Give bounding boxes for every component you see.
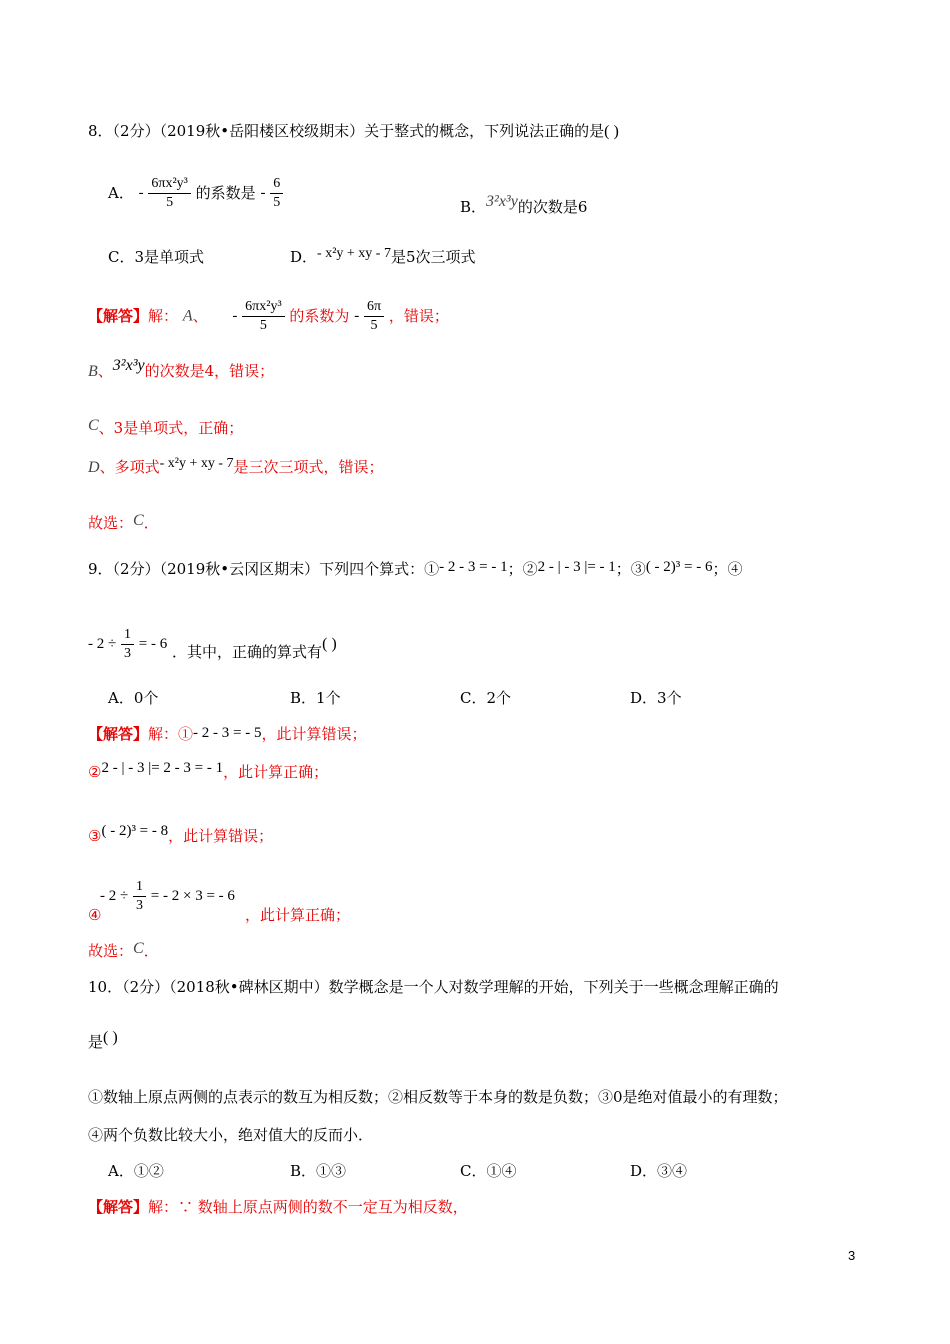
a8-a-expression: $\frac{\text{6πx²y³}}{5}$ (242, 300, 284, 333)
q9-option-a: A．0个 (108, 689, 159, 707)
a8-a-value: $\frac{6\pi}{5}$ (364, 300, 384, 333)
q8-option-a: A． - $\frac{\text{6πx²y³}}{5}$ 的系数是 - $\frac{6}{5}$ (108, 177, 283, 210)
q8-a-value: $\frac{6}{5}$ (270, 177, 283, 210)
q9-option-c: C．2个 (460, 689, 512, 707)
q8-option-d: D．- x²y + xy - 7是5次三项式 (290, 246, 476, 266)
a8-line-c: C、3是单项式，正确； (88, 417, 244, 437)
q10-stem: 10．（2分）（2018秋•碑林区期中）数学概念是一个人对数学理解的开始，下列关于一些概念理解正确的 (88, 978, 779, 996)
a9-line-1: 【解答】解：①- 2 - 3 = - 5，此计算错误； (88, 725, 367, 743)
q8-option-c: C．3是单项式 (108, 248, 205, 266)
a9-fraction: $\frac{1}{3}$ (133, 880, 146, 913)
a9-line-4-text: ，此计算正确； (245, 906, 351, 924)
a9-line-4-mark: ④ (88, 906, 102, 924)
q9-stem-cont: - 2 ÷ $\frac{1}{3}$ = - 6 ．其中，正确的算式有( ) (88, 627, 337, 661)
q8-stem: 8．（2分）（2019秋•岳阳楼区校级期末）关于整式的概念，下列说法正确的是( ) (88, 122, 619, 140)
q10-option-c: C．①④ (460, 1162, 517, 1180)
q10-option-a: A．①② (108, 1162, 164, 1180)
a8-line-b: B、3²x³y的次数是4，错误； (88, 357, 275, 380)
q9-option-d: D．3个 (630, 689, 682, 707)
q9-option-b: B．1个 (290, 689, 341, 707)
a9-conclusion: 故选：C． (88, 940, 159, 960)
q8-a-expression: $\frac{\text{6πx²y³}}{5}$ (148, 177, 190, 210)
a10-line-1: 【解答】解：∵ 数轴上原点两侧的数不一定互为相反数， (88, 1198, 468, 1216)
q9-fraction: $\frac{1}{3}$ (121, 628, 134, 661)
a8-conclusion: 故选：C． (88, 512, 159, 532)
a8-line-d: D、多项式- x²y + xy - 7是三次三项式，错误； (88, 456, 384, 476)
q9-stem: 9．（2分）（2019秋•云冈区期末）下列四个算式：①- 2 - 3 = - 1；②2 - | - 3 |= - 1；③( - 2)³ = - 6；④ (88, 559, 743, 578)
q10-statements-1: ①数轴上原点两侧的点表示的数互为相反数；②相反数等于本身的数是负数；③0是绝对值最小的有理数； (88, 1088, 788, 1106)
a8-line-a: 【解答】解： A、 - $\frac{\text{6πx²y³}}{5}$ 的系数为 - $\frac{6\pi}{5}$ ，错误； (88, 299, 449, 333)
a9-line-4-expr: - 2 ÷ $\frac{1}{3}$ = - 2 × 3 = - 6 (100, 879, 235, 913)
q10-option-d: D．③④ (630, 1162, 688, 1180)
q8-option-b: B．3²x³y的次数是6 (460, 193, 588, 216)
q10-stem-cont: 是( ) (88, 1029, 118, 1051)
q10-statements-2: ④两个负数比较大小，绝对值大的反而小． (88, 1126, 374, 1144)
q10-option-b: B．①③ (290, 1162, 347, 1180)
page-number: 3 (848, 1248, 856, 1263)
a9-line-3: ③( - 2)³ = - 8，此计算错误； (88, 823, 274, 845)
a9-line-2: ②2 - | - 3 |= 2 - 3 = - 1，此计算正确； (88, 760, 329, 781)
